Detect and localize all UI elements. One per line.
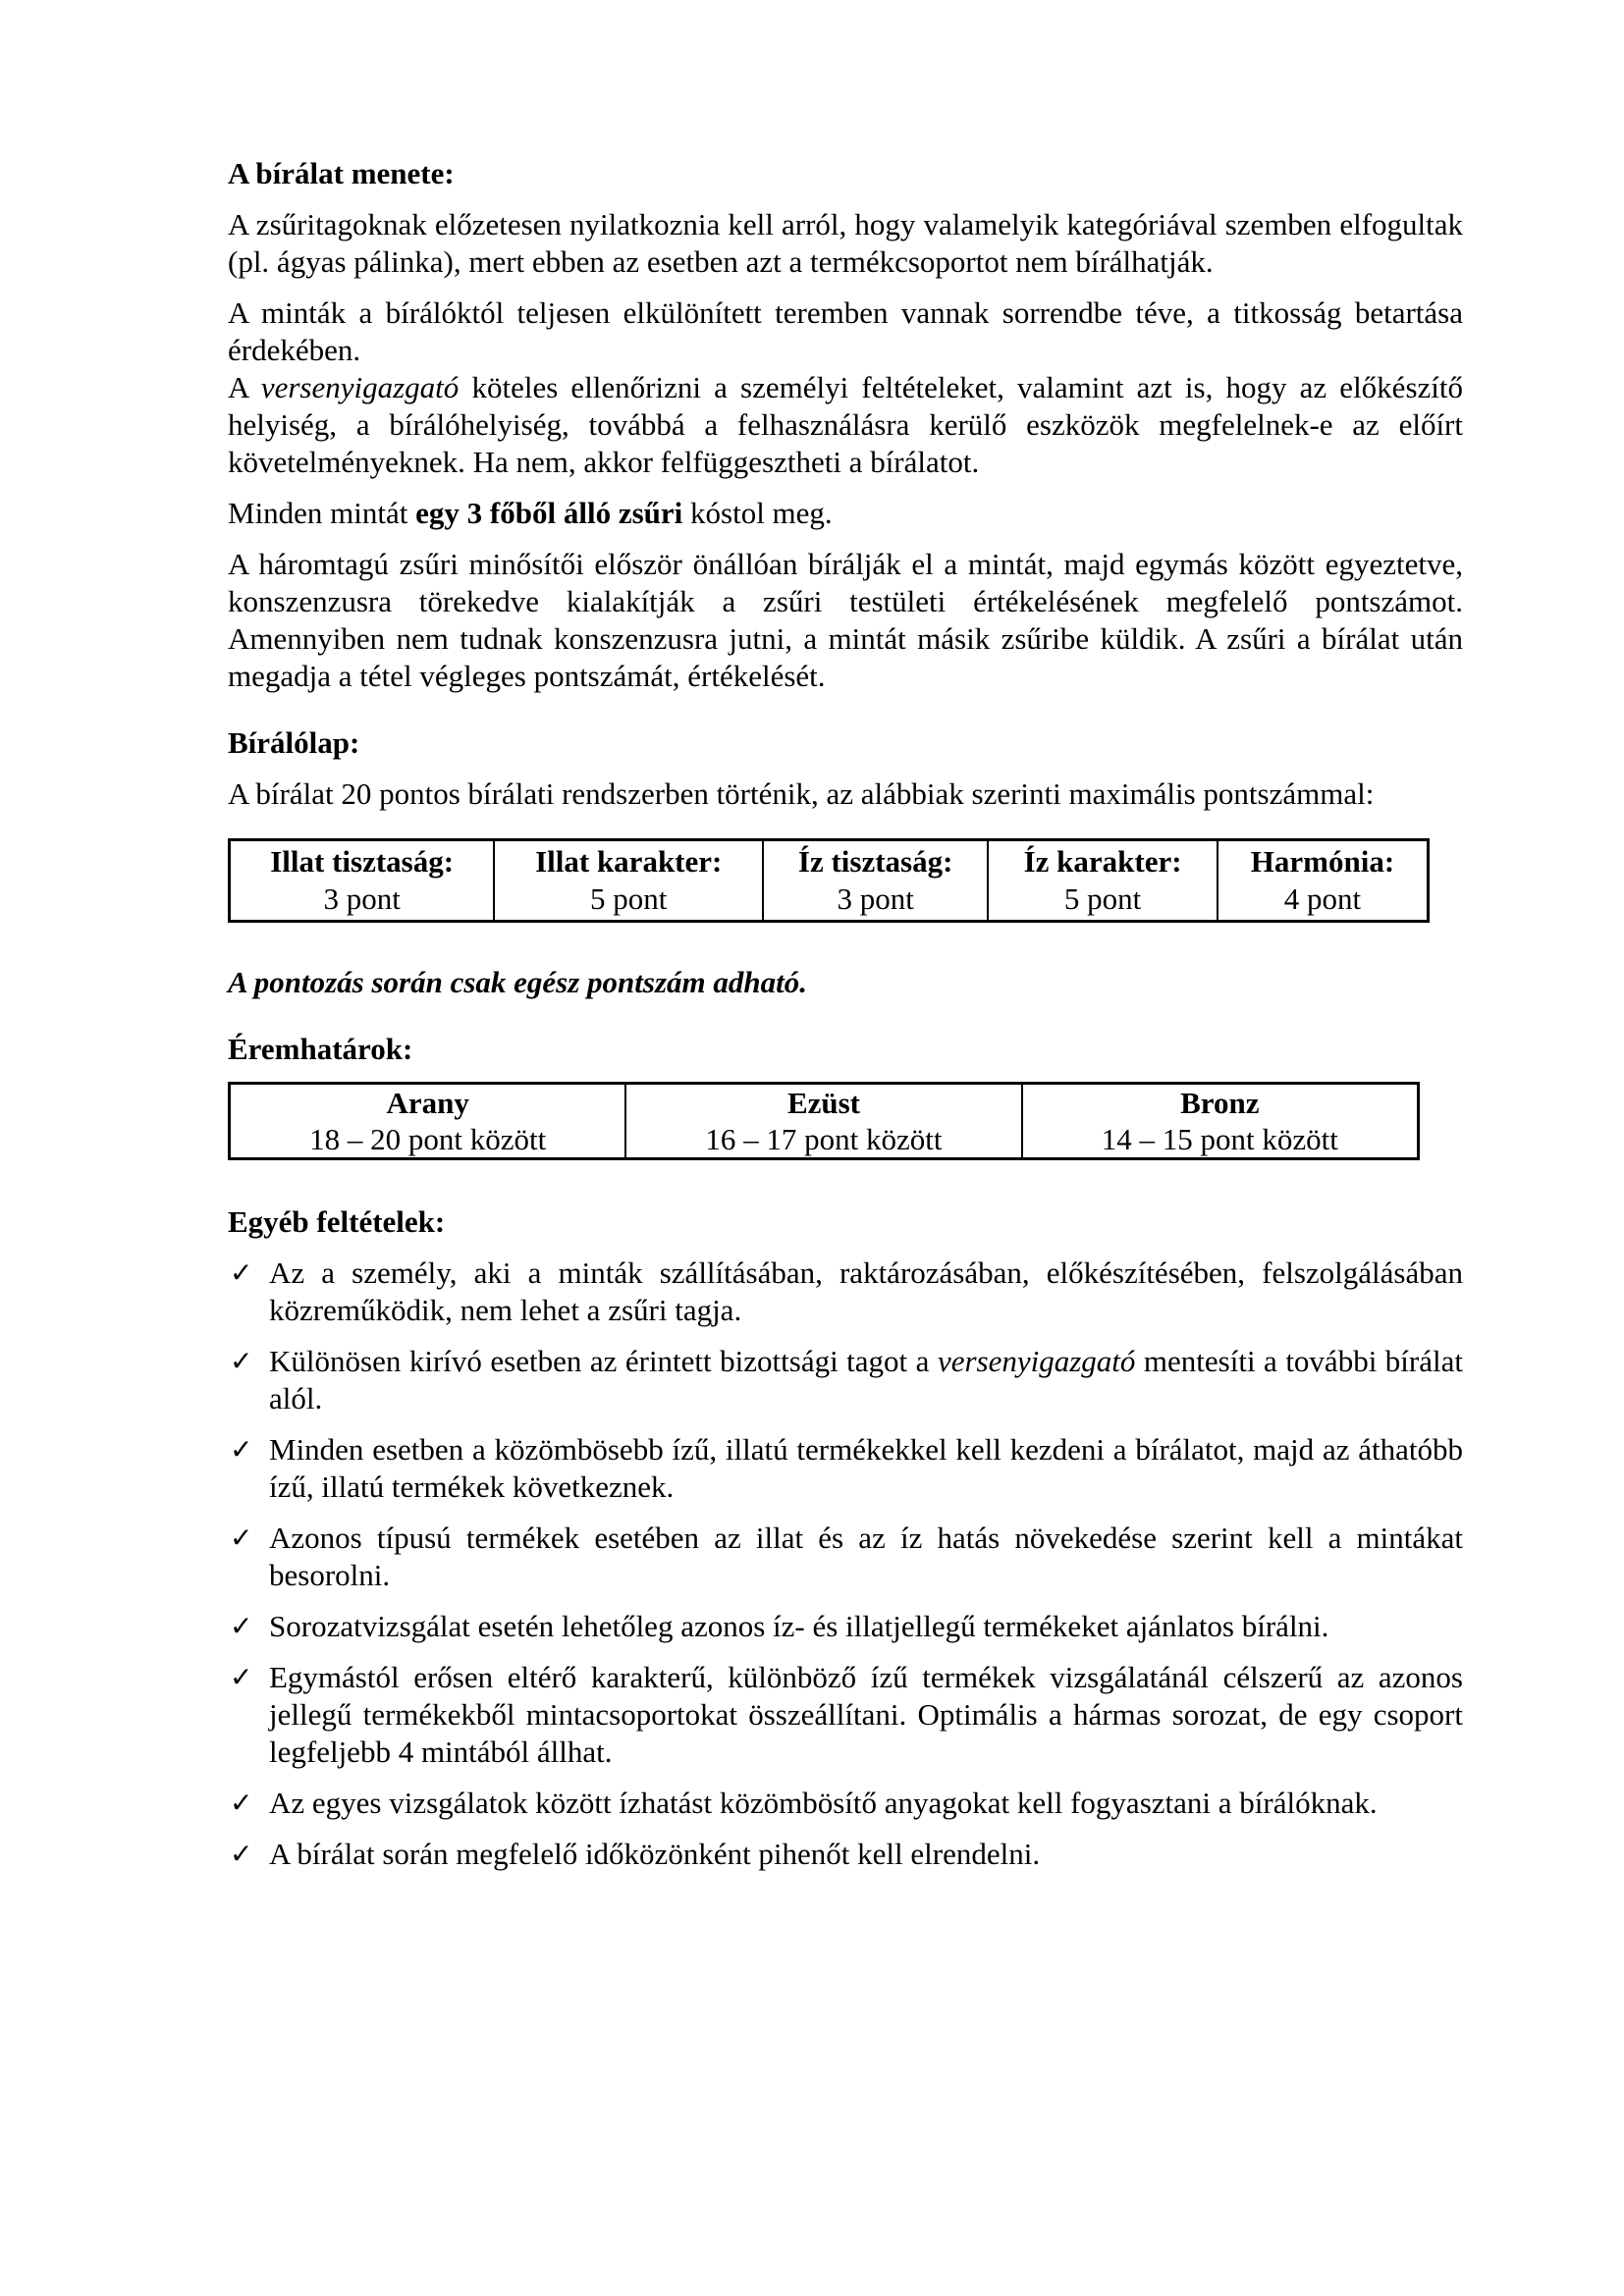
table-cell: Íz tisztaság: 3 pont bbox=[763, 840, 988, 922]
checkmark-icon: ✓ bbox=[230, 1661, 253, 1693]
paragraph: A minták a bírálóktól teljesen elkülönített teremben vannak sorrendbe téve, a titkosság betartása érdekében. bbox=[228, 295, 1463, 367]
section-title-scoresheet: Bírálólap: bbox=[228, 725, 360, 760]
list-item: ✓ Sorozatvizsgálat esetén lehetőleg azonos íz- és illatjellegű termékeket ajánlatos bírálni. bbox=[230, 1609, 1329, 1643]
checkmark-icon: ✓ bbox=[230, 1522, 253, 1554]
scoring-note: A pontozás során csak egész pontszám adható. bbox=[228, 965, 807, 999]
paragraph: A zsűritagoknak előzetesen nyilatkoznia kell arról, hogy valamelyik kategóriával szemben elfogultak (pl. ágyas pálinka), mert ebben az esetben azt a termékcsoportot nem bírálhatják. bbox=[228, 207, 1463, 279]
table-cell: Illat tisztaság: 3 pont bbox=[230, 840, 495, 922]
section-medal-thresholds bbox=[228, 1031, 1463, 1160]
table-cell: Harmónia: 4 pont bbox=[1218, 840, 1429, 922]
section-title-review-process: A bírálat menete: bbox=[228, 156, 455, 190]
table-cell: Illat karakter: 5 pont bbox=[494, 840, 763, 922]
checkmark-icon: ✓ bbox=[230, 1256, 253, 1289]
list-item: ✓ A bírálat során megfelelő időközönként pihenőt kell elrendelni. bbox=[230, 1837, 1041, 1871]
table-cell-silver: Ezüst 16 – 17 pont között bbox=[625, 1084, 1021, 1159]
paragraph: Minden mintát egy 3 főből álló zsűri kóstol meg. bbox=[228, 496, 833, 530]
checkmark-icon: ✓ bbox=[230, 1345, 253, 1377]
checkmark-icon: ✓ bbox=[230, 1787, 253, 1819]
paragraph: A bírálat 20 pontos bírálati rendszerben történik, az alábbiak szerinti maximális pontszámmal: bbox=[228, 776, 1375, 811]
table-cell-bronze: Bronz 14 – 15 pont között bbox=[1022, 1084, 1419, 1159]
document-page bbox=[228, 155, 1463, 1887]
paragraph: A háromtagú zsűri minősítői először önállóan bírálják el a mintát, majd egymás között egyeztetve, konszenzusra törekedve kialakítják a zsűri testületi értékelésének megfelelő pontszámot. Amennyiben nem tudnak konszenzusra jutni, a mintát másik zsűribe küldik. A zsűri a bírálat után megadja a tétel végleges pontszámát, értékelését. bbox=[228, 547, 1463, 693]
list-item: ✓ Minden esetben a közömbösebb ízű, illatú termékekkel kell kezdeni a bírálatot, majd az áthatóbb ízű, illatú termékek következnek. bbox=[230, 1432, 1463, 1504]
list-item: ✓ Az a személy, aki a minták szállításában, raktározásában, előkészítésében, felszolgálásában közreműködik, nem lehet a zsűri tagja. bbox=[230, 1255, 1463, 1327]
checkmark-icon: ✓ bbox=[230, 1433, 253, 1466]
table-row bbox=[230, 840, 1429, 922]
list-item: ✓ Egymástól erősen eltérő karakterű, különböző ízű termékek vizsgálatánál célszerű az azonos jellegű termékekből mintacsoportokat összeállítani. Optimális a hármas sorozat, de egy csoport legfeljebb 4 mintából állhat. bbox=[230, 1660, 1463, 1769]
medal-table bbox=[228, 1082, 1420, 1160]
score-criteria-table bbox=[228, 838, 1430, 923]
table-cell: Íz karakter: 5 pont bbox=[988, 840, 1218, 922]
table-row bbox=[230, 1084, 1419, 1159]
checkmark-icon: ✓ bbox=[230, 1838, 253, 1870]
section-scoresheet bbox=[228, 724, 1463, 1001]
paragraph: A versenyigazgató köteles ellenőrizni a személyi feltételeket, valamint azt is, hogy az előkészítő helyiség, a bírálóhelyiség, továbbá a felhasználásra kerülő eszközök megfelelnek-e az előírt követelményeknek. Ha nem, akkor felfüggesztheti a bírálatot. bbox=[228, 370, 1463, 479]
conditions-list bbox=[228, 1255, 1463, 1873]
list-item: ✓ Különösen kirívó esetben az érintett bizottsági tagot a versenyigazgató mentesíti a további bírálat alól. bbox=[230, 1344, 1463, 1415]
bold-phrase: egy 3 főből álló zsűri bbox=[415, 496, 683, 530]
emphasis-term: versenyigazgató bbox=[260, 370, 460, 404]
checkmark-icon: ✓ bbox=[230, 1610, 253, 1642]
list-item: ✓ Az egyes vizsgálatok között ízhatást közömbösítő anyagokat kell fogyasztani a bírálóknak. bbox=[230, 1786, 1378, 1820]
section-title-other-conditions: Egyéb feltételek: bbox=[228, 1204, 446, 1239]
section-title-medals: Éremhatárok: bbox=[228, 1032, 413, 1066]
list-item: ✓ Azonos típusú termékek esetében az illat és az íz hatás növekedése szerint kell a mintákat besorolni. bbox=[230, 1521, 1463, 1592]
table-cell-gold: Arany 18 – 20 pont között bbox=[230, 1084, 626, 1159]
section-other-conditions bbox=[228, 1203, 1463, 1873]
emphasis-term: versenyigazgató bbox=[937, 1344, 1136, 1378]
